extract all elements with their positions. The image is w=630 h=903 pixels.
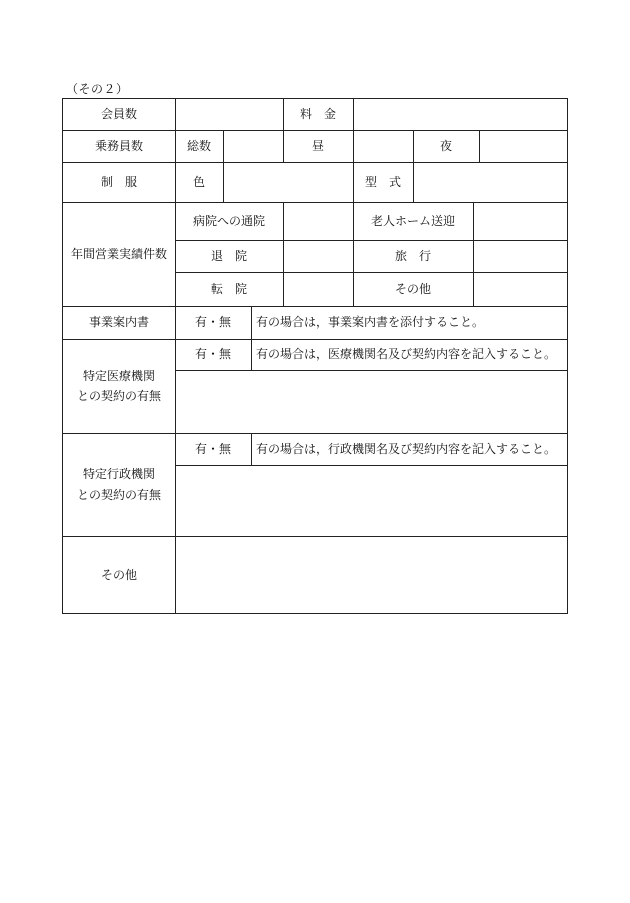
uniform-label: 制 服 <box>100 174 137 189</box>
other-label: その他 <box>100 567 137 582</box>
brochure-label: 事業案内書 <box>88 315 149 330</box>
annual-other-label: その他 <box>394 281 431 296</box>
uniform-style-label: 型 式 <box>364 174 401 189</box>
membership-count-label: 会員数 <box>100 107 137 122</box>
medical-yes-no[interactable]: 有・無 <box>194 347 231 362</box>
nursing-home-transport-label: 老人ホーム送迎 <box>370 213 455 228</box>
application-form-table <box>62 98 568 614</box>
hospital-commute-label: 病院への通院 <box>192 213 265 228</box>
medical-contract-label-line2: との契約の有無 <box>76 389 161 403</box>
crew-night-label: 夜 <box>439 138 452 153</box>
admin-note: 有の場合は，行政機関名及び契約内容を記入すること。 <box>256 441 557 456</box>
admin-yes-no[interactable]: 有・無 <box>194 441 231 456</box>
crew-total-label: 総数 <box>186 138 211 153</box>
brochure-yes-no[interactable]: 有・無 <box>194 315 231 330</box>
page-label: （その２） <box>66 82 129 96</box>
admin-contract-label-line2: との契約の有無 <box>76 487 161 502</box>
uniform-color-label: 色 <box>192 174 205 189</box>
admin-contract-label-line1: 特定行政機関 <box>82 467 155 482</box>
discharge-label: 退 院 <box>210 248 247 263</box>
annual-record-label: 年間営業実績件数 <box>70 246 167 261</box>
admin-contract-label <box>63 433 175 536</box>
medical-note: 有の場合は，医療機関名及び契約内容を記入すること。 <box>256 347 557 362</box>
fee-label: 料 金 <box>299 107 336 122</box>
medical-contract-label <box>63 339 175 433</box>
travel-label: 旅 行 <box>394 248 431 263</box>
crew-count-label: 乗務員数 <box>94 138 143 153</box>
crew-day-label: 昼 <box>311 138 324 153</box>
transfer-label: 転 院 <box>210 281 247 296</box>
brochure-note: 有の場合は，事業案内書を添付すること。 <box>256 315 485 330</box>
medical-contract-label-line1: 特定医療機関 <box>82 368 155 383</box>
